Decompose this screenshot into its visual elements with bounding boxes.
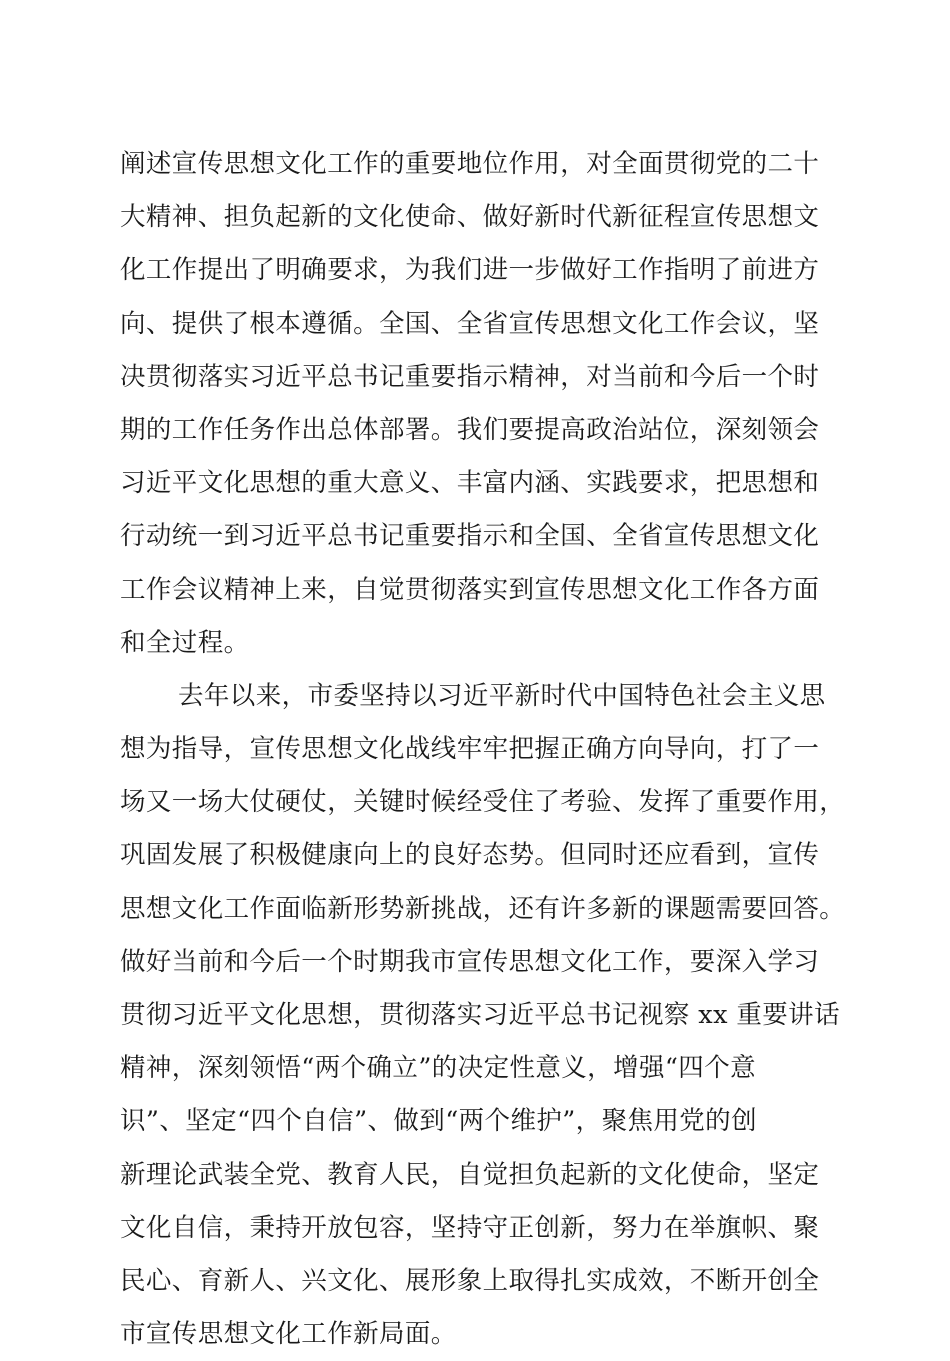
paragraph-line: 巩固发展了积极健康向上的良好态势。但同时还应看到，宣传	[120, 840, 820, 871]
paragraph-line: 识”、坚定“四个自信”、做到“两个维护”，聚焦用党的创	[120, 1106, 757, 1137]
paragraph-line: 思想文化工作面临新形势新挑战，还有许多新的课题需要回答。	[120, 893, 846, 924]
paragraph-line: 向、提供了根本遵循。全国、全省宣传思想文化工作会议，坚	[120, 308, 820, 339]
paragraph-line: 行动统一到习近平总书记重要指示和全国、全省宣传思想文化	[120, 521, 820, 552]
paragraph-2	[120, 670, 846, 1361]
document-body	[120, 138, 846, 1361]
paragraph-line: 市宣传思想文化工作新局面。	[120, 1319, 457, 1350]
paragraph-line: 做好当前和今后一个时期我市宣传思想文化工作，要深入学习	[120, 946, 820, 977]
paragraph-line: 新理论武装全党、教育人民，自觉担负起新的文化使命，坚定	[120, 1159, 820, 1190]
paragraph-line: 工作会议精神上来，自觉贯彻落实到宣传思想文化工作各方面	[120, 574, 820, 605]
paragraph-line: 期的工作任务作出总体部署。我们要提高政治站位，深刻领会	[120, 414, 820, 445]
paragraph-line: 想为指导，宣传思想文化战线牢牢把握正确方向导向，打了一	[120, 734, 820, 765]
paragraph-line: 民心、育新人、兴文化、展形象上取得扎实成效，不断开创全	[120, 1265, 820, 1296]
paragraph-line: 场又一场大仗硬仗，关键时候经受住了考验、发挥了重要作用，	[120, 787, 846, 818]
paragraph-1	[120, 138, 842, 670]
paragraph-line: 贯彻习近平文化思想，贯彻落实习近平总书记视察 xx 重要讲话	[120, 1000, 840, 1030]
paragraph-line: 精神，深刻领悟“两个确立”的决定性意义，增强“四个意	[120, 1053, 757, 1084]
paragraph-line: 阐述宣传思想文化工作的重要地位作用，对全面贯彻党的二十	[120, 149, 820, 179]
paragraph-line: 去年以来，市委坚持以习近平新时代中国特色社会主义思	[178, 680, 826, 711]
paragraph-line: 化工作提出了明确要求，为我们进一步做好工作指明了前进方	[120, 255, 820, 286]
paragraph-line: 决贯彻落实习近平总书记重要指示精神，对当前和今后一个时	[120, 361, 820, 392]
paragraph-line: 习近平文化思想的重大意义、丰富内涵、实践要求，把思想和	[120, 468, 820, 499]
paragraph-line: 和全过程。	[120, 627, 250, 658]
paragraph-line: 文化自信，秉持开放包容，坚持守正创新，努力在举旗帜、聚	[120, 1212, 820, 1243]
paragraph-line: 大精神、担负起新的文化使命、做好新时代新征程宣传思想文	[120, 202, 820, 233]
